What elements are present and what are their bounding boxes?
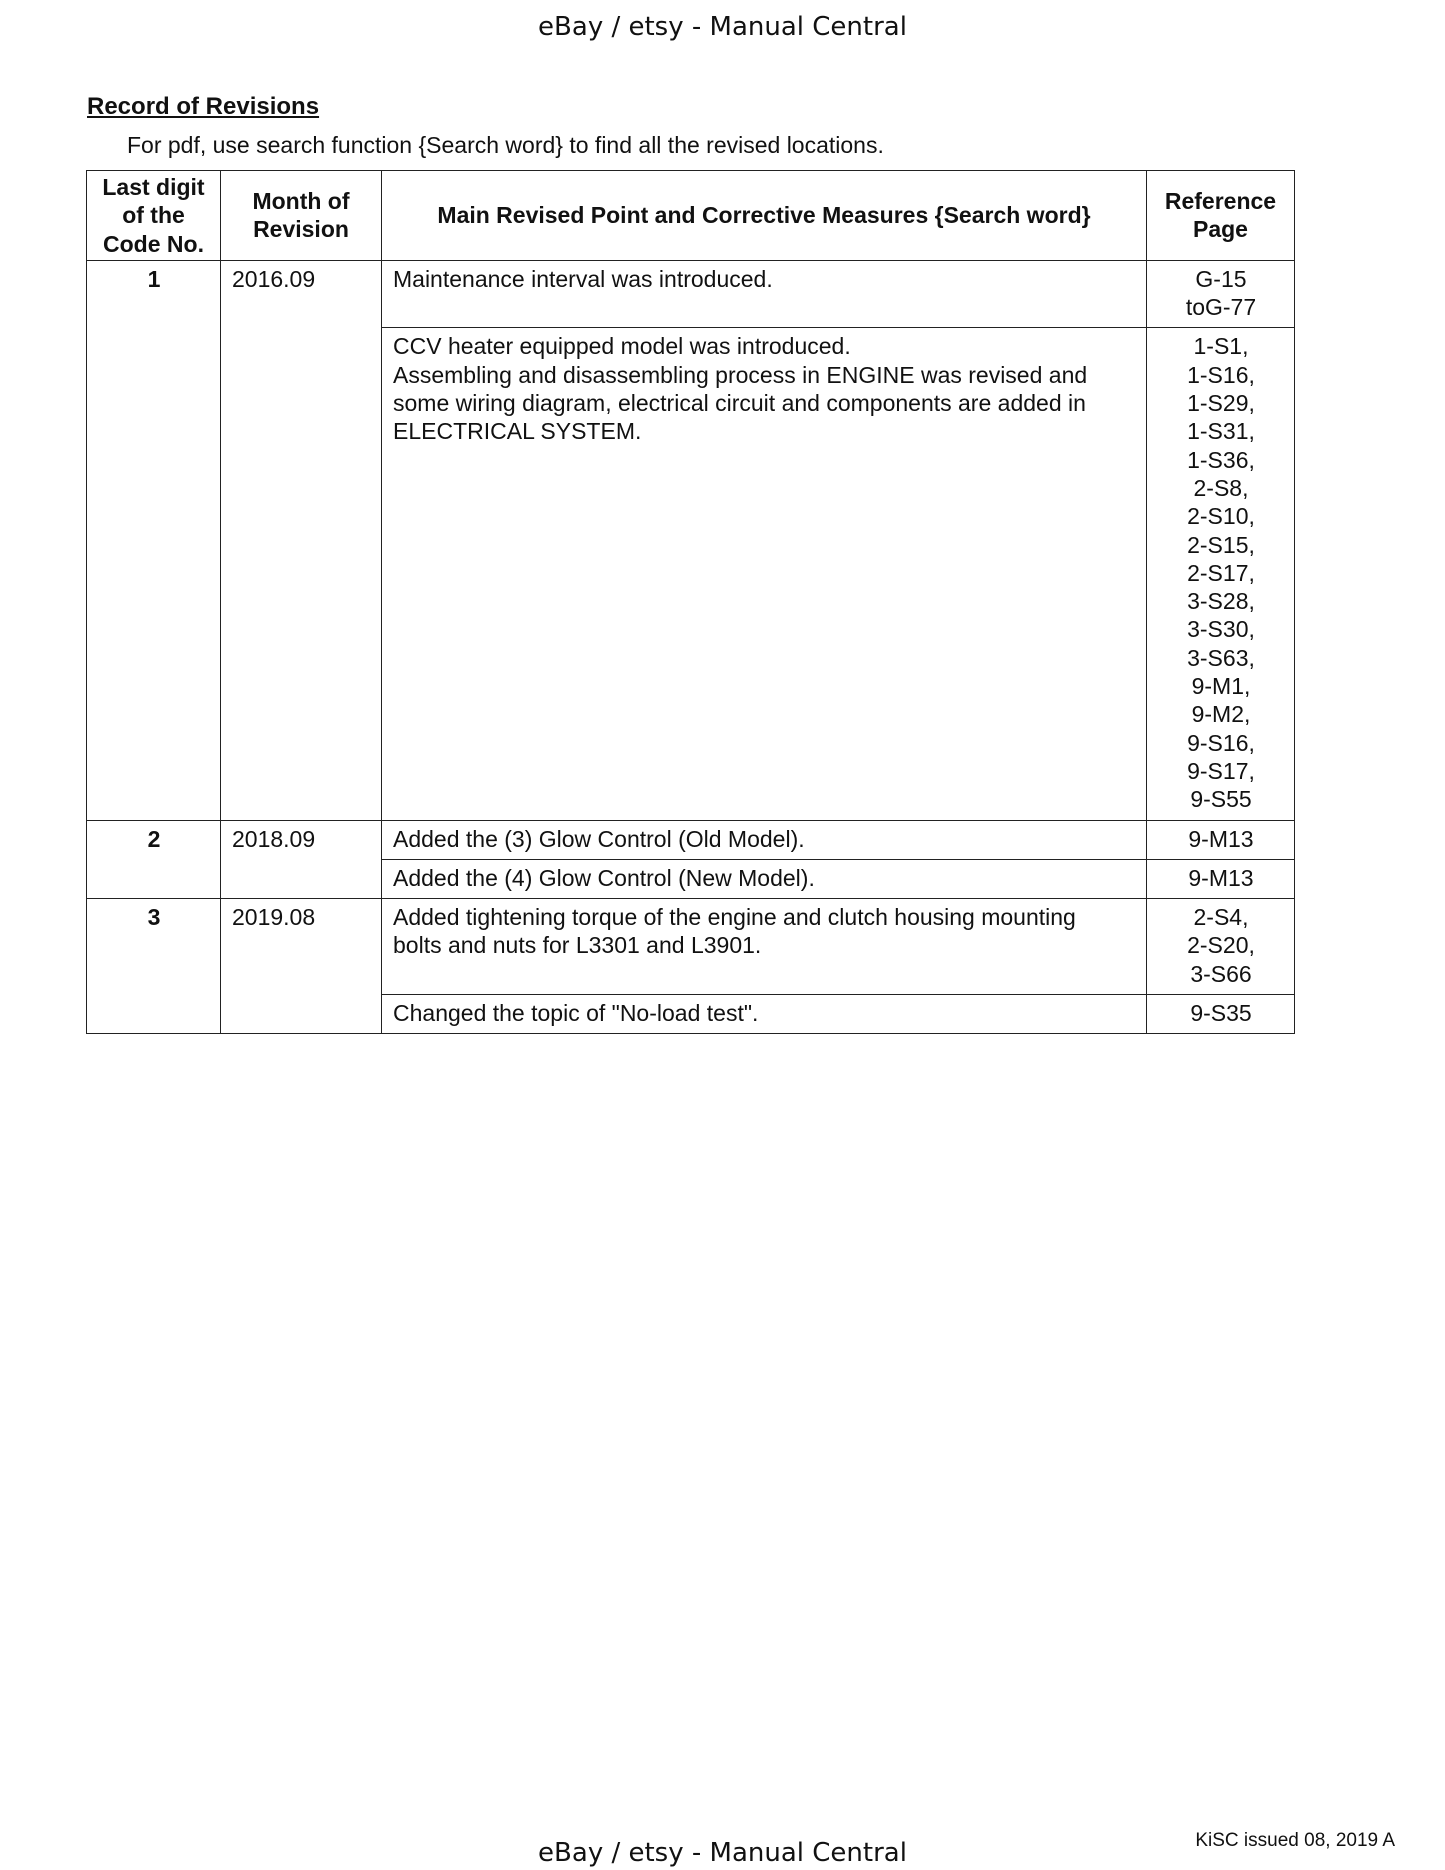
- reference-page: 9-S35: [1147, 995, 1295, 1034]
- revision-description: Changed the topic of "No-load test".: [382, 995, 1147, 1034]
- search-instruction: For pdf, use search function {Search word} to find all the revised locations.: [127, 132, 884, 158]
- revision-description: Added the (3) Glow Control (Old Model).: [382, 820, 1147, 859]
- table-row: [87, 820, 1295, 859]
- table-row: [87, 899, 1295, 995]
- revision-description: CCV heater equipped model was introduced. Assembling and disassembling process in ENGINE was revised and some wiring diagram, electrical circuit and components are added in ELECTRICAL SYSTEM.: [382, 328, 1147, 820]
- reference-page: 9-M13: [1147, 820, 1295, 859]
- revision-code: 2: [87, 820, 221, 899]
- table-row: [87, 260, 1295, 328]
- revision-description: Added tightening torque of the engine and clutch housing mounting bolts and nuts for L3301 and L3901.: [382, 899, 1147, 995]
- watermark-top: eBay / etsy - Manual Central: [538, 12, 907, 42]
- revision-description: Maintenance interval was introduced.: [382, 260, 1147, 328]
- reference-page: G-15 toG-77: [1147, 260, 1295, 328]
- header-main-revised-point: Main Revised Point and Corrective Measures {Search word}: [382, 171, 1147, 261]
- reference-page: 9-M13: [1147, 859, 1295, 898]
- watermark-bottom: eBay / etsy - Manual Central: [538, 1838, 907, 1868]
- issue-note: KiSC issued 08, 2019 A: [1195, 1830, 1395, 1851]
- revision-month: 2016.09: [221, 260, 382, 820]
- revision-code: 3: [87, 899, 221, 1034]
- revision-month: 2018.09: [221, 820, 382, 899]
- reference-page: 2-S4, 2-S20, 3-S66: [1147, 899, 1295, 995]
- reference-page: 1-S1, 1-S16, 1-S29, 1-S31, 1-S36, 2-S8, 2-S10, 2-S15, 2-S17, 3-S28, 3-S30, 3-S63, 9-M1, 9-M2, 9-S16, 9-S17, 9-S55: [1147, 328, 1295, 820]
- revision-month: 2019.08: [221, 899, 382, 1034]
- revision-description: Added the (4) Glow Control (New Model).: [382, 859, 1147, 898]
- page-title: Record of Revisions: [87, 93, 320, 120]
- revision-code: 1: [87, 260, 221, 820]
- revisions-table: [86, 170, 1295, 1034]
- header-reference-page: Reference Page: [1147, 171, 1295, 261]
- table-header-row: [87, 171, 1295, 261]
- header-month-of-revision: Month of Revision: [221, 171, 382, 261]
- header-code-no: Last digit of the Code No.: [87, 171, 221, 261]
